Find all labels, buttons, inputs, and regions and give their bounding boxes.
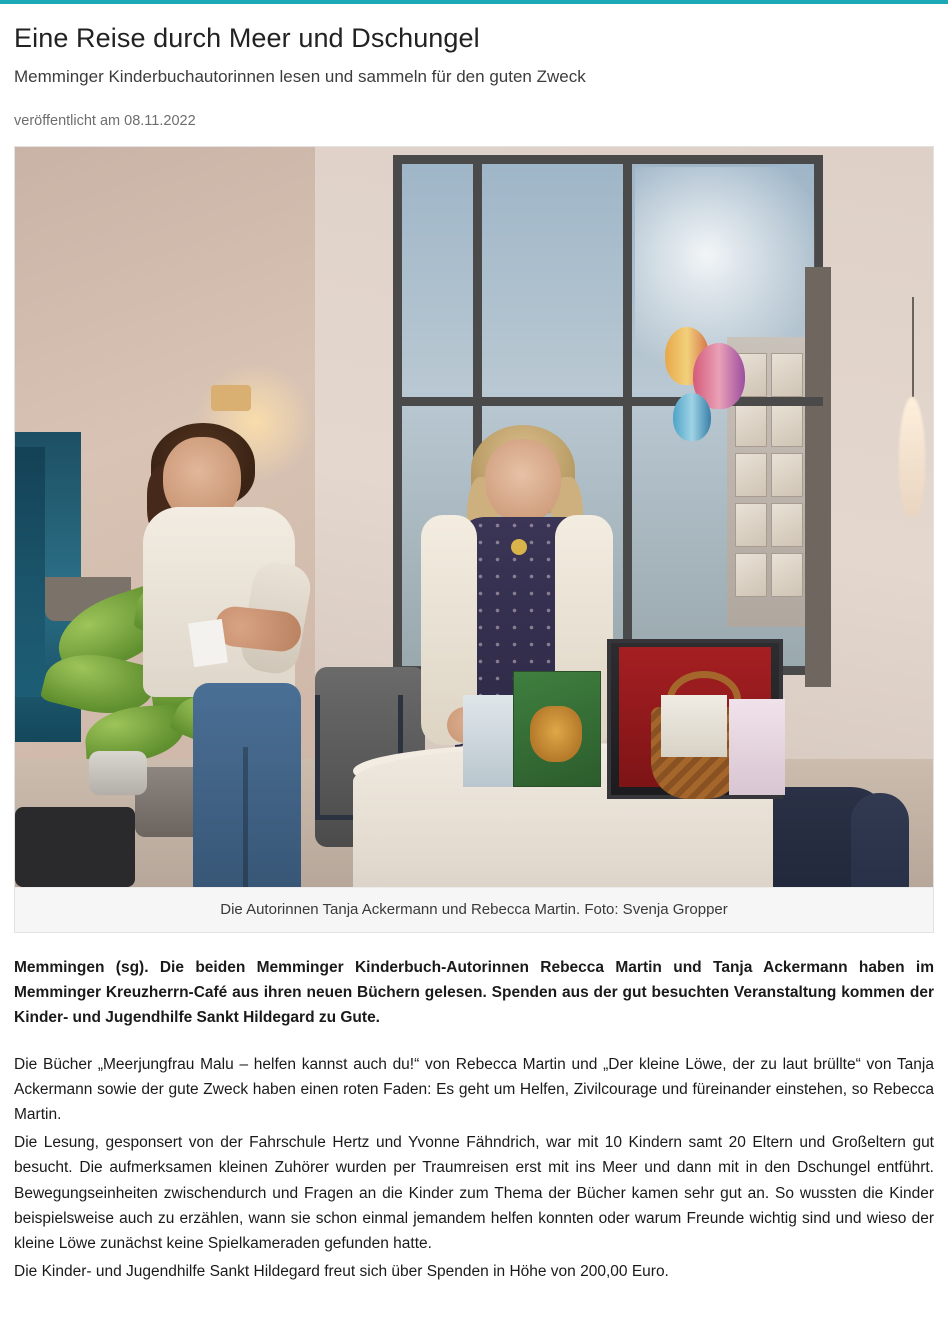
article-lead: Memmingen (sg). Die beiden Memminger Kinderbuch-Autorinnen Rebecca Martin und Tanja Ackermann haben im Memminger Kreuzherrn-Café aus ihren neuen Büchern gelesen. Spenden aus der gut besuchten Veranstaltung kommen der Kinder- und Jugendhilfe Sankt Hildegard zu Gute.	[14, 958, 934, 1026]
article-paragraph-1: Die Bücher „Meerjungfrau Malu – helfen kannst auch du!“ von Rebecca Martin und „Der kleine Löwe, der zu laut brüllte“ von Tanja Ackermann sowie der gute Zweck haben einen roten Faden: Es geht um Helfen, Zivilcourage und füreinander einstehen, so Rebecca Martin.	[14, 1056, 934, 1124]
photo-armchair-blue-arm	[851, 793, 909, 887]
photo-person-right-necklace	[511, 539, 527, 555]
photo-wall-sconce	[211, 385, 251, 411]
photo-window-transom	[393, 397, 823, 406]
photo-book-stack	[463, 695, 517, 787]
photo-person-left-leg-seam	[243, 747, 248, 887]
photo-wall-art-secondary	[15, 447, 45, 697]
photo-book-lion	[513, 671, 601, 787]
photo-floor-spotlight	[89, 751, 147, 795]
page-bottom-spacer	[14, 1284, 934, 1310]
article-subtitle: Memminger Kinderbuchautorinnen lesen und sammeln für den guten Zweck	[14, 66, 586, 86]
page-title: Eine Reise durch Meer und Dschungel	[14, 23, 480, 53]
photo-book-poster	[729, 699, 785, 795]
photo-person-right-head	[485, 439, 561, 523]
photo-door-frame	[805, 267, 831, 687]
photo-pendant-lamp	[899, 397, 925, 517]
photo-paper-bag	[661, 695, 727, 757]
photo-foreground-object	[15, 807, 135, 887]
article-paragraph-3: Die Kinder- und Jugendhilfe Sankt Hildegard freut sich über Spenden in Höhe von 200,00 Euro.	[14, 1262, 669, 1280]
article-photo	[15, 147, 933, 887]
photo-hot-air-balloon	[673, 393, 711, 441]
photo-window-mullion-right	[623, 155, 632, 675]
figure-caption: Die Autorinnen Tanja Ackermann und Rebecca Martin. Foto: Svenja Gropper	[15, 887, 933, 932]
photo-pendant-cord	[912, 297, 914, 397]
accent-top-bar	[0, 0, 948, 4]
article-figure	[14, 146, 934, 933]
article-paragraph-2: Die Lesung, gesponsert von der Fahrschule Hertz und Yvonne Fähndrich, war mit 10 Kindern samt 20 Eltern und Großeltern gut besucht. Die aufmerksamen kleinen Zuhörer wurden per Traumreisen erst mit ins Meer und dann mit in den Dschungel entführt. Bewegungseinheiten zwischendurch und Fragen an die Kinder zum Thema der Bücher kamen sehr gut an. So wussten die Kinder beispielsweise auch zu erzählen, wann sie schon einmal jemandem helfen konnten oder warum Freunde wichtig sind und wieso der kleine Löwe zunächst keine Spielkameraden gefunden hatte.	[14, 1134, 934, 1252]
publish-date: veröffentlicht am 08.11.2022	[14, 112, 196, 129]
photo-person-left-paper	[188, 619, 228, 667]
